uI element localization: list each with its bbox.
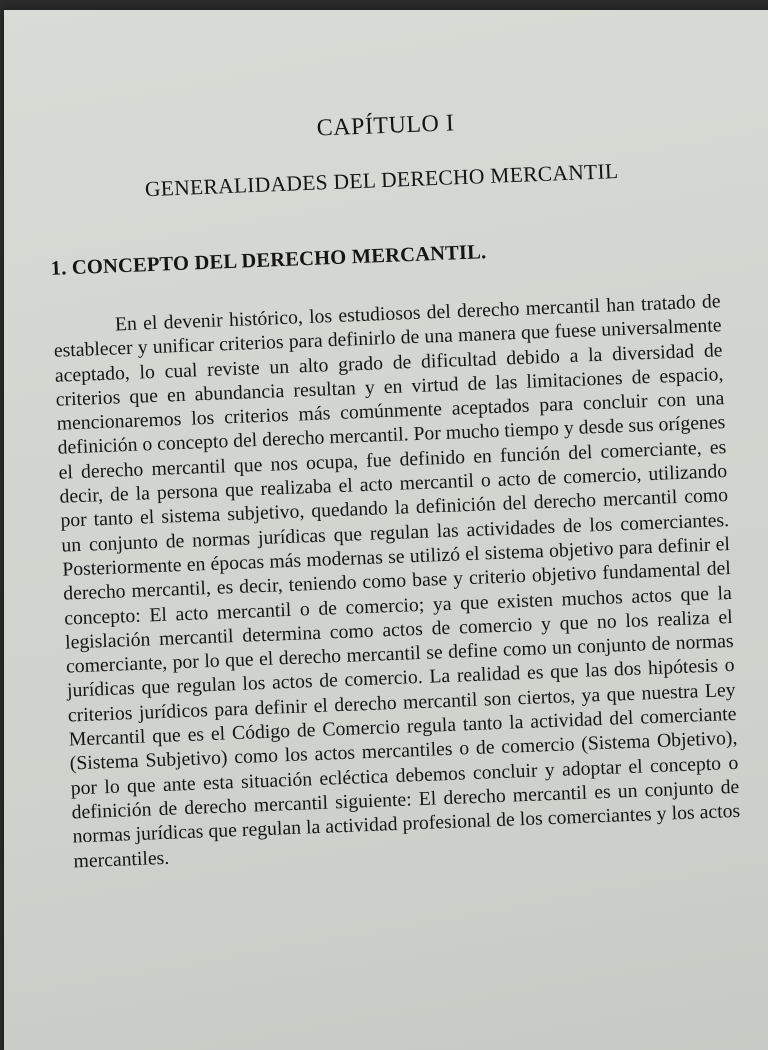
chapter-number: CAPÍTULO I bbox=[316, 110, 455, 142]
paragraph-text: En el devenir histórico, los estudiosos del derecho mercantil han tratado de establecer y unificar criterios para definirlo de una manera que fuese universalmente aceptado, lo cual reviste un alto grado de dificultad debido a la diversidad de criterios que en abundancia resultan y en virtud de las limitaciones de espacio, mencionaremos los criterios más comúnmente aceptados para concluir con una definición o concepto del derecho mercantil. Por mucho tiempo y desde sus orígenes el derecho mercantil que nos ocupa, fue definido en función del comerciante, es decir, de la persona que realizaba el acto mercantil o acto de comercio, utilizando por tanto el sistema subjetivo, quedando la definición del derecho mercantil como un conjunto de normas jurídicas que regulan las actividades de los comerciantes. Posteriormente en épocas más modernas se utilizó el sistema objetivo para definir el derecho mercantil, es decir, teniendo como base y criterio objetivo fundamental del concepto: El acto mercantil o de comercio; ya que existen muchos actos que la legislación mercantil determina como actos de comercio y que no los realiza el comerciante, por lo que el derecho mercantil se define como un conjunto de normas jurídicas que regulan los actos de comercio. La realidad es que las dos hipótesis o criterios jurídicos para definir el derecho mercantil son ciertos, ya que nuestra Ley Mercantil que es el Código de Comercio regula tanto la actividad del comerciante (Sistema Subjetivo) como los actos mercantiles o de comercio (Sistema Objetivo), por lo que ante esta situación ecléctica debemos concluir y adoptar el concepto o definición de derecho mercantil siguiente: El derecho mercantil es un conjunto de normas jurídicas que regulan la actividad profesional de los comerciantes y los actos mercantiles. bbox=[53, 290, 741, 872]
section-heading: 1. CONCEPTO DEL DERECHO MERCANTIL. bbox=[50, 241, 487, 280]
body-paragraph bbox=[53, 289, 742, 873]
page-content bbox=[44, 66, 742, 873]
chapter-title: GENERALIDADES DEL DERECHO MERCANTIL bbox=[144, 159, 619, 202]
paragraph-indent bbox=[53, 330, 115, 332]
book-page bbox=[4, 10, 768, 1050]
